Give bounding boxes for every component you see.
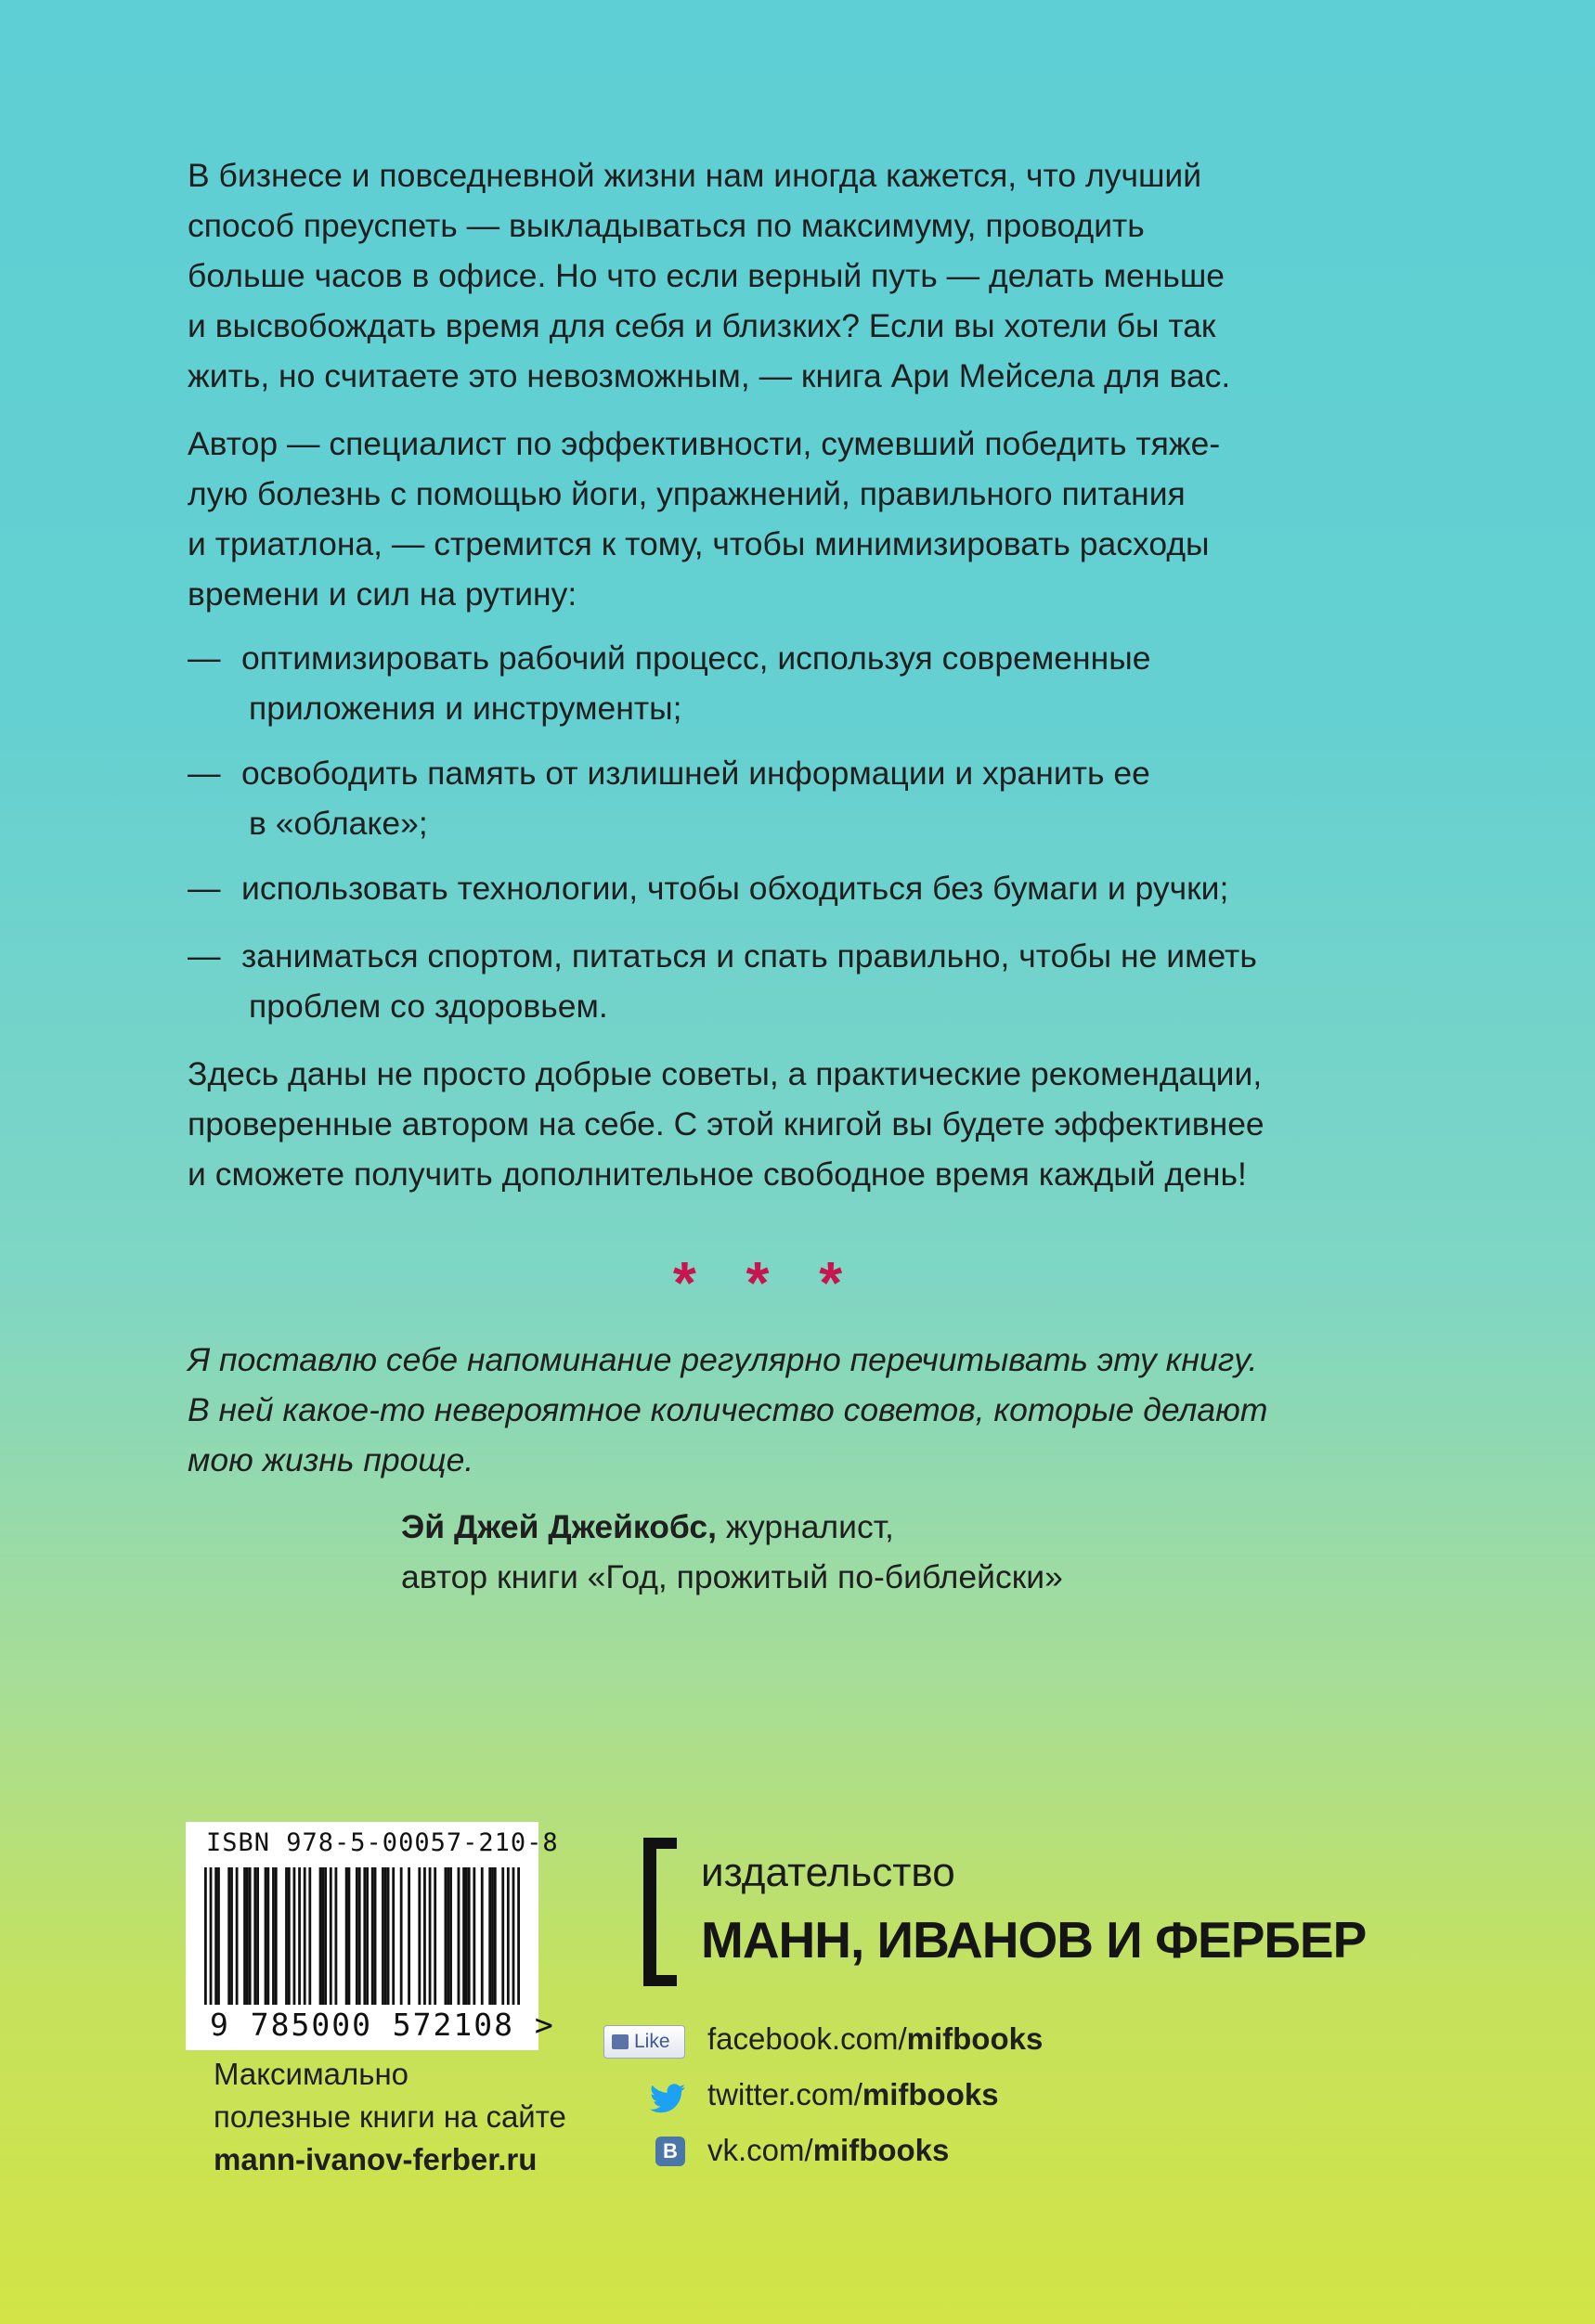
barcode-bar [298, 1867, 301, 2005]
barcode-bar [429, 1867, 432, 2005]
testimonial-quote [188, 1335, 1422, 1485]
barcode-bar [272, 1867, 275, 2005]
barcode-bar [249, 1867, 252, 2005]
barcode-bar [366, 1867, 369, 2005]
text-line: времени и сил на рутину: [188, 575, 577, 613]
barcode-bar [308, 1867, 311, 2005]
text-line: заниматься спортом, питаться и спать правильно, чтобы не иметь [241, 937, 1257, 975]
barcode-bar [275, 1867, 278, 2005]
quote-line: В ней какое-то невероятное количество советов, которые делают [188, 1391, 1268, 1428]
text-line: освободить память от излишней информации и хранить ее [241, 755, 1150, 792]
barcode-bar [217, 1867, 220, 2005]
barcode-bar [449, 1867, 452, 2005]
barcode-bar [363, 1867, 366, 2005]
text-line: использовать технологии, чтобы обходиться без бумаги и ручки; [241, 870, 1229, 907]
barcode-bar [384, 1867, 387, 2005]
barcode-bar [462, 1867, 465, 2005]
facebook-like-icon[interactable] [603, 2025, 685, 2059]
barcode-bar [468, 1867, 471, 2005]
publisher-subtitle: издательство [701, 1850, 955, 1895]
bullet-item [188, 748, 1422, 848]
attribution-line [401, 1502, 1063, 1552]
barcode-bar [473, 1867, 475, 2005]
text-line: и сможете получить дополнительное свободное время каждый день! [188, 1156, 1247, 1193]
isbn-label: ISBN 978-5-00057-210-8 [206, 1828, 559, 1857]
vk-handle: mifbooks [812, 2133, 950, 2167]
text-line: способ преуспеть — выкладываться по максимуму, проводить [188, 207, 1145, 244]
barcode-bar [246, 1867, 249, 2005]
text-line: оптимизировать рабочий процесс, используя современные [241, 639, 1151, 677]
barcode-bar [481, 1867, 484, 2005]
text-line: и триатлона, — стремится к тому, чтобы минимизировать расходы [188, 525, 1210, 562]
barcode-bar [458, 1867, 460, 2005]
facebook-prefix: facebook.com/ [707, 2021, 907, 2056]
intro-paragraph [188, 150, 1422, 401]
twitter-handle: mifbooks [862, 2077, 999, 2111]
quote-line: Я поставлю себе напоминание регулярно перечитывать эту книгу. [188, 1341, 1258, 1378]
barcode-bar [374, 1867, 377, 2005]
text-line: приложения и инструменты; [249, 690, 682, 727]
author-role: журналист, [716, 1508, 894, 1545]
barcode-bar [330, 1867, 332, 2005]
vk-link[interactable] [707, 2133, 949, 2168]
barcode-bar [491, 1867, 494, 2005]
barcode-bar [324, 1867, 327, 2005]
star-separator: * * * [672, 1249, 860, 1316]
barcode-bar [256, 1867, 259, 2005]
barcode-bar [265, 1867, 267, 2005]
barcode-bar [447, 1867, 449, 2005]
barcode-bar [382, 1867, 384, 2005]
barcode-bar [400, 1867, 403, 2005]
text-line: жить, но считаете это невозможным, — книга Ари Мейсела для вас. [188, 357, 1231, 394]
twitter-bird-icon [650, 2083, 685, 2114]
author-paragraph [188, 419, 1422, 619]
barcode-bar [494, 1867, 497, 2005]
barcode-bar [204, 1867, 207, 2005]
bullet-item [188, 931, 1422, 1031]
barcode-bar [253, 1867, 256, 2005]
text-line: в «облаке»; [249, 805, 428, 842]
barcode-bar [488, 1867, 491, 2005]
barcode-bar [266, 1867, 269, 2005]
vk-icon: В [655, 2137, 685, 2166]
barcode-bar [445, 1867, 447, 2005]
barcode-bar [418, 1867, 421, 2005]
barcode-bar [345, 1867, 348, 2005]
barcode-bar [356, 1867, 358, 2005]
text-line: лую болезнь с помощью йоги, упражнений, правильного питания [188, 475, 1186, 512]
site-promo [214, 2053, 566, 2181]
barcode-bar [214, 1867, 217, 2005]
text-line: проблем со здоровьем. [249, 988, 608, 1025]
barcode-bar [408, 1867, 410, 2005]
bullet-item [188, 633, 1422, 733]
barcode-bar [243, 1867, 246, 2005]
barcode-bar [507, 1867, 510, 2005]
barcode-bar [227, 1867, 230, 2005]
barcode-bar [319, 1867, 322, 2005]
quote-attribution [401, 1502, 1063, 1602]
barcode-bar [288, 1867, 291, 2005]
facebook-handle: mifbooks [906, 2021, 1044, 2056]
barcode-bar [304, 1867, 306, 2005]
barcode-bar [465, 1867, 468, 2005]
barcode-bar [423, 1867, 426, 2005]
barcode-bar [348, 1867, 351, 2005]
twitter-prefix: twitter.com/ [707, 2077, 862, 2111]
barcode-bar [358, 1867, 361, 2005]
barcode-bar [371, 1867, 374, 2005]
vk-prefix: vk.com/ [707, 2133, 813, 2167]
barcode-image [204, 1867, 520, 2005]
barcode-bar [501, 1867, 504, 2005]
barcode-bar [392, 1867, 395, 2005]
barcode-bar [434, 1867, 436, 2005]
text-line: Автор — специалист по эффективности, сумевший победить тяже- [188, 425, 1221, 462]
barcode-bar [285, 1867, 288, 2005]
barcode-bar [334, 1867, 337, 2005]
barcode-bar [210, 1867, 213, 2005]
barcode-bar [387, 1867, 390, 2005]
barcode-bar [236, 1867, 239, 2005]
text-line: Здесь даны не просто добрые советы, а практические рекомендации, [188, 1055, 1263, 1092]
bullet-dash: — [188, 870, 221, 907]
bullet-item [188, 863, 1422, 913]
twitter-link[interactable] [707, 2077, 999, 2112]
promo-line: полезные книги на сайте [214, 2099, 566, 2134]
promo-line: Максимально [214, 2057, 409, 2091]
barcode-bar [517, 1867, 520, 2005]
like-label: Like [634, 2031, 670, 2052]
quote-line: мою жизнь проще. [188, 1441, 474, 1478]
bullet-dash: — [188, 639, 221, 677]
barcode-bar [293, 1867, 296, 2005]
barcode-bar [512, 1867, 515, 2005]
bullet-dash: — [188, 937, 221, 975]
text-line: больше часов в офисе. Но что если верный путь — делать меньше [188, 257, 1225, 294]
bullet-dash: — [188, 755, 221, 792]
author-name: Эй Джей Джейкобс, [401, 1508, 717, 1545]
text-line: проверенные автором на себе. С этой книгой вы будете эффективнее [188, 1105, 1264, 1143]
text-line: В бизнесе и повседневной жизни нам иногда кажется, что лучший [188, 157, 1202, 194]
isbn-digits: 9 785000 572108 > [210, 2007, 555, 2043]
facebook-link[interactable] [707, 2021, 1043, 2057]
barcode-bar [230, 1867, 233, 2005]
site-url-link[interactable]: mann-ivanov-ferber.ru [214, 2142, 538, 2176]
bracket-logo-mark [643, 1838, 656, 1986]
barcode-bar [321, 1867, 324, 2005]
publisher-name: МАНН, ИВАНОВ И ФЕРБЕР [701, 1911, 1367, 1969]
text-line: и высвобождать время для себя и близких? Если вы хотели бы так [188, 307, 1216, 344]
closing-paragraph [188, 1049, 1422, 1199]
attribution-book: автор книги «Год, прожитый по-библейски» [401, 1558, 1063, 1595]
